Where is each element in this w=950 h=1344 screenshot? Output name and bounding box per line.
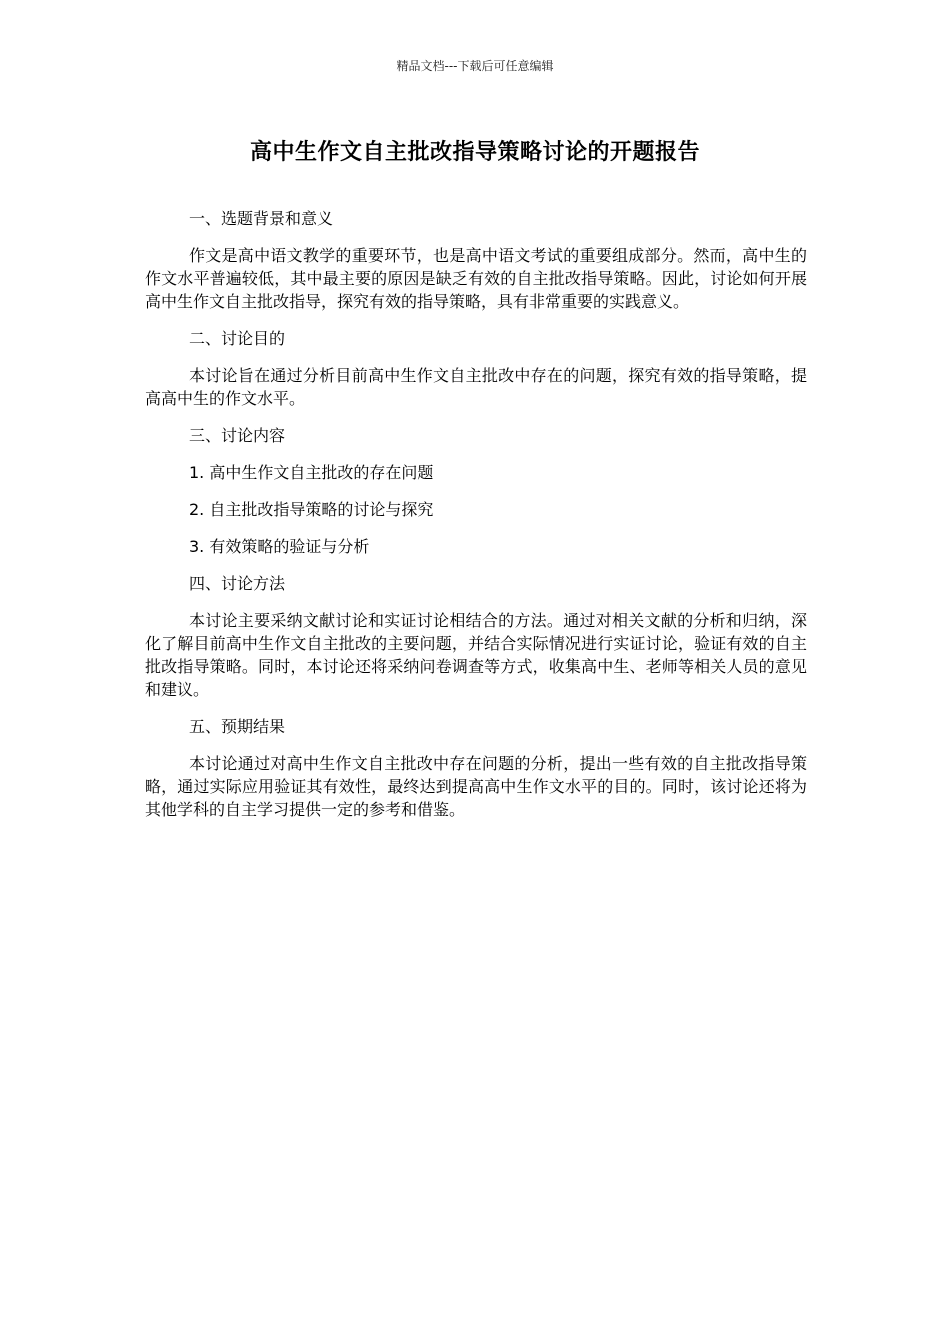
content-list-item: 3. 有效策略的验证与分析 (189, 537, 370, 556)
section-heading-purpose: 二、讨论目的 (189, 329, 286, 348)
section-paragraph-purpose: 本讨论旨在通过分析目前高中生作文自主批改中存在的问题，探究有效的指导策略，提高高中生的作文水平。 (145, 366, 807, 408)
section-heading-method: 四、讨论方法 (189, 574, 286, 593)
section-heading-background: 一、选题背景和意义 (189, 209, 334, 228)
section-heading-content: 三、讨论内容 (189, 426, 286, 445)
document-body (145, 207, 807, 835)
section-heading-expected-results: 五、预期结果 (189, 717, 286, 736)
document-title: 高中生作文自主批改指导策略讨论的开题报告 (249, 140, 700, 165)
content-list-item: 2. 自主批改指导策略的讨论与探究 (189, 500, 434, 519)
content-list-item: 1. 高中生作文自主批改的存在问题 (189, 463, 434, 482)
section-paragraph-method: 本讨论主要采纳文献讨论和实证讨论相结合的方法。通过对相关文献的分析和归纳，深化了解目前高中生作文自主批改的主要问题，并结合实际情况进行实证讨论，验证有效的自主批改指导策略。同时，本讨论还将采纳问卷调查等方式，收集高中生、老师等相关人员的意见和建议。 (145, 611, 807, 699)
section-paragraph-expected-results: 本讨论通过对高中生作文自主批改中存在问题的分析，提出一些有效的自主批改指导策略，通过实际应用验证其有效性，最终达到提高高中生作文水平的目的。同时，该讨论还将为其他学科的自主学习提供一定的参考和借鉴。 (145, 754, 807, 819)
header-note: 精品文档---下载后可任意编辑 (396, 59, 554, 73)
section-paragraph-background: 作文是高中语文教学的重要环节，也是高中语文考试的重要组成部分。然而，高中生的作文水平普遍较低，其中最主要的原因是缺乏有效的自主批改指导策略。因此，讨论如何开展高中生作文自主批改指导，探究有效的指导策略，具有非常重要的实践意义。 (145, 246, 807, 311)
